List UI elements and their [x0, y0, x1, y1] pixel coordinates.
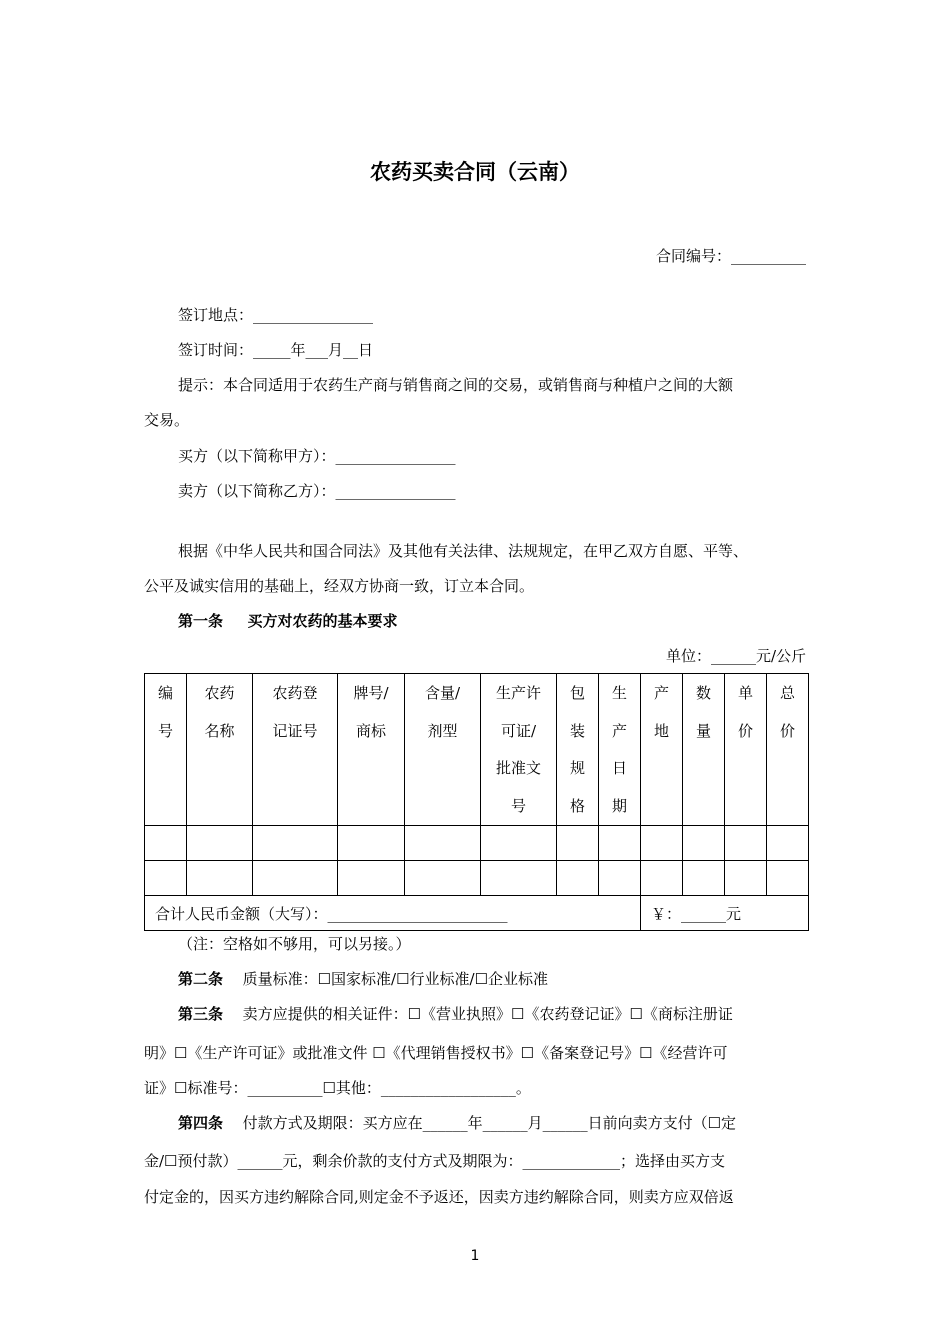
header-cell-origin: 产 地 — [641, 674, 683, 826]
article-3-line-1 — [178, 1004, 733, 1024]
article-3-label: 第三条 — [178, 1005, 224, 1023]
article-4-line-2: 金/☐预付款）______元，剩余价款的支付方式及期限为：_____________；选择由买方支 — [144, 1152, 726, 1170]
contract-number: 合同编号：__________ — [655, 247, 806, 265]
article-1-label: 第一条 — [178, 612, 224, 630]
article-3-line-2: 明》☐《生产许可证》或批准文件 ☐《代理销售授权书》☐《备案登记号》☐《经营许可 — [144, 1044, 728, 1062]
page-number: 1 — [470, 1248, 480, 1264]
total-row — [145, 896, 809, 931]
article-1-heading — [178, 611, 398, 631]
tip-line-1: 提示：本合同适用于农药生产商与销售商之间的交易，或销售商与种植户之间的大额 — [178, 376, 734, 394]
article-4-line-1 — [178, 1113, 736, 1133]
article-3-text-1: 卖方应提供的相关证件：☐《营业执照》☐《农药登记证》☐《商标注册证 — [242, 1005, 733, 1023]
table-row — [145, 861, 809, 896]
page-title: 农药买卖合同（云南） — [370, 160, 580, 184]
sign-place: 签订地点：________________ — [178, 306, 374, 324]
header-cell-pesticide-name: 农药 名称 — [187, 674, 253, 826]
header-cell-brand: 牌号/ 商标 — [338, 674, 405, 826]
article-2 — [178, 969, 548, 989]
article-2-text: 质量标准：☐国家标准/☐行业标准/☐企业标准 — [242, 970, 549, 988]
sign-time: 签订时间：_____年___月__日 — [178, 341, 374, 359]
table-note: （注：空格如不够用，可以另接。） — [178, 935, 411, 953]
header-cell-production-license: 生产许 可证/ 批准文 号 — [481, 674, 557, 826]
table-row — [145, 826, 809, 861]
intro-line-1: 根据《中华人民共和国合同法》及其他有关法律、法规规定，在甲乙双方自愿、平等、 — [178, 542, 749, 560]
article-4-text-1: 付款方式及期限：买方应在______年______月______日前向卖方支付（☐定 — [242, 1114, 737, 1132]
unit-line: 单位：______元/公斤 — [665, 647, 806, 665]
article-4-label: 第四条 — [178, 1114, 224, 1132]
header-cell-content-form: 含量/ 剂型 — [405, 674, 481, 826]
total-amount-words: 合计人民币金额（大写）：________________________ — [145, 896, 641, 931]
header-cell-registration-no: 农药登 记证号 — [253, 674, 338, 826]
intro-line-2: 公平及诚实信用的基础上，经双方协商一致，订立本合同。 — [144, 577, 535, 595]
table-header-row — [145, 674, 809, 826]
article-1-title: 买方对农药的基本要求 — [247, 612, 398, 630]
article-2-label: 第二条 — [178, 970, 224, 988]
header-cell-packaging: 包 装 规 格 — [557, 674, 599, 826]
article-4-line-3: 付定金的，因买方违约解除合同,则定金不予返还，因卖方违约解除合同，则卖方应双倍返 — [144, 1188, 734, 1206]
header-cell-quantity: 数 量 — [683, 674, 725, 826]
header-cell-number: 编 号 — [145, 674, 187, 826]
total-amount-figures: ￥：______元 — [641, 896, 809, 931]
article-3-line-3: 证》☐标准号：__________☐其他：__________________。 — [144, 1079, 531, 1097]
buyer-line: 买方（以下简称甲方）：________________ — [178, 447, 456, 465]
goods-table — [144, 673, 809, 931]
header-cell-total-price: 总 价 — [767, 674, 809, 826]
header-cell-unit-price: 单 价 — [725, 674, 767, 826]
seller-line: 卖方（以下简称乙方）：________________ — [178, 482, 456, 500]
tip-line-2: 交易。 — [144, 411, 190, 429]
header-cell-production-date: 生 产 日 期 — [599, 674, 641, 826]
